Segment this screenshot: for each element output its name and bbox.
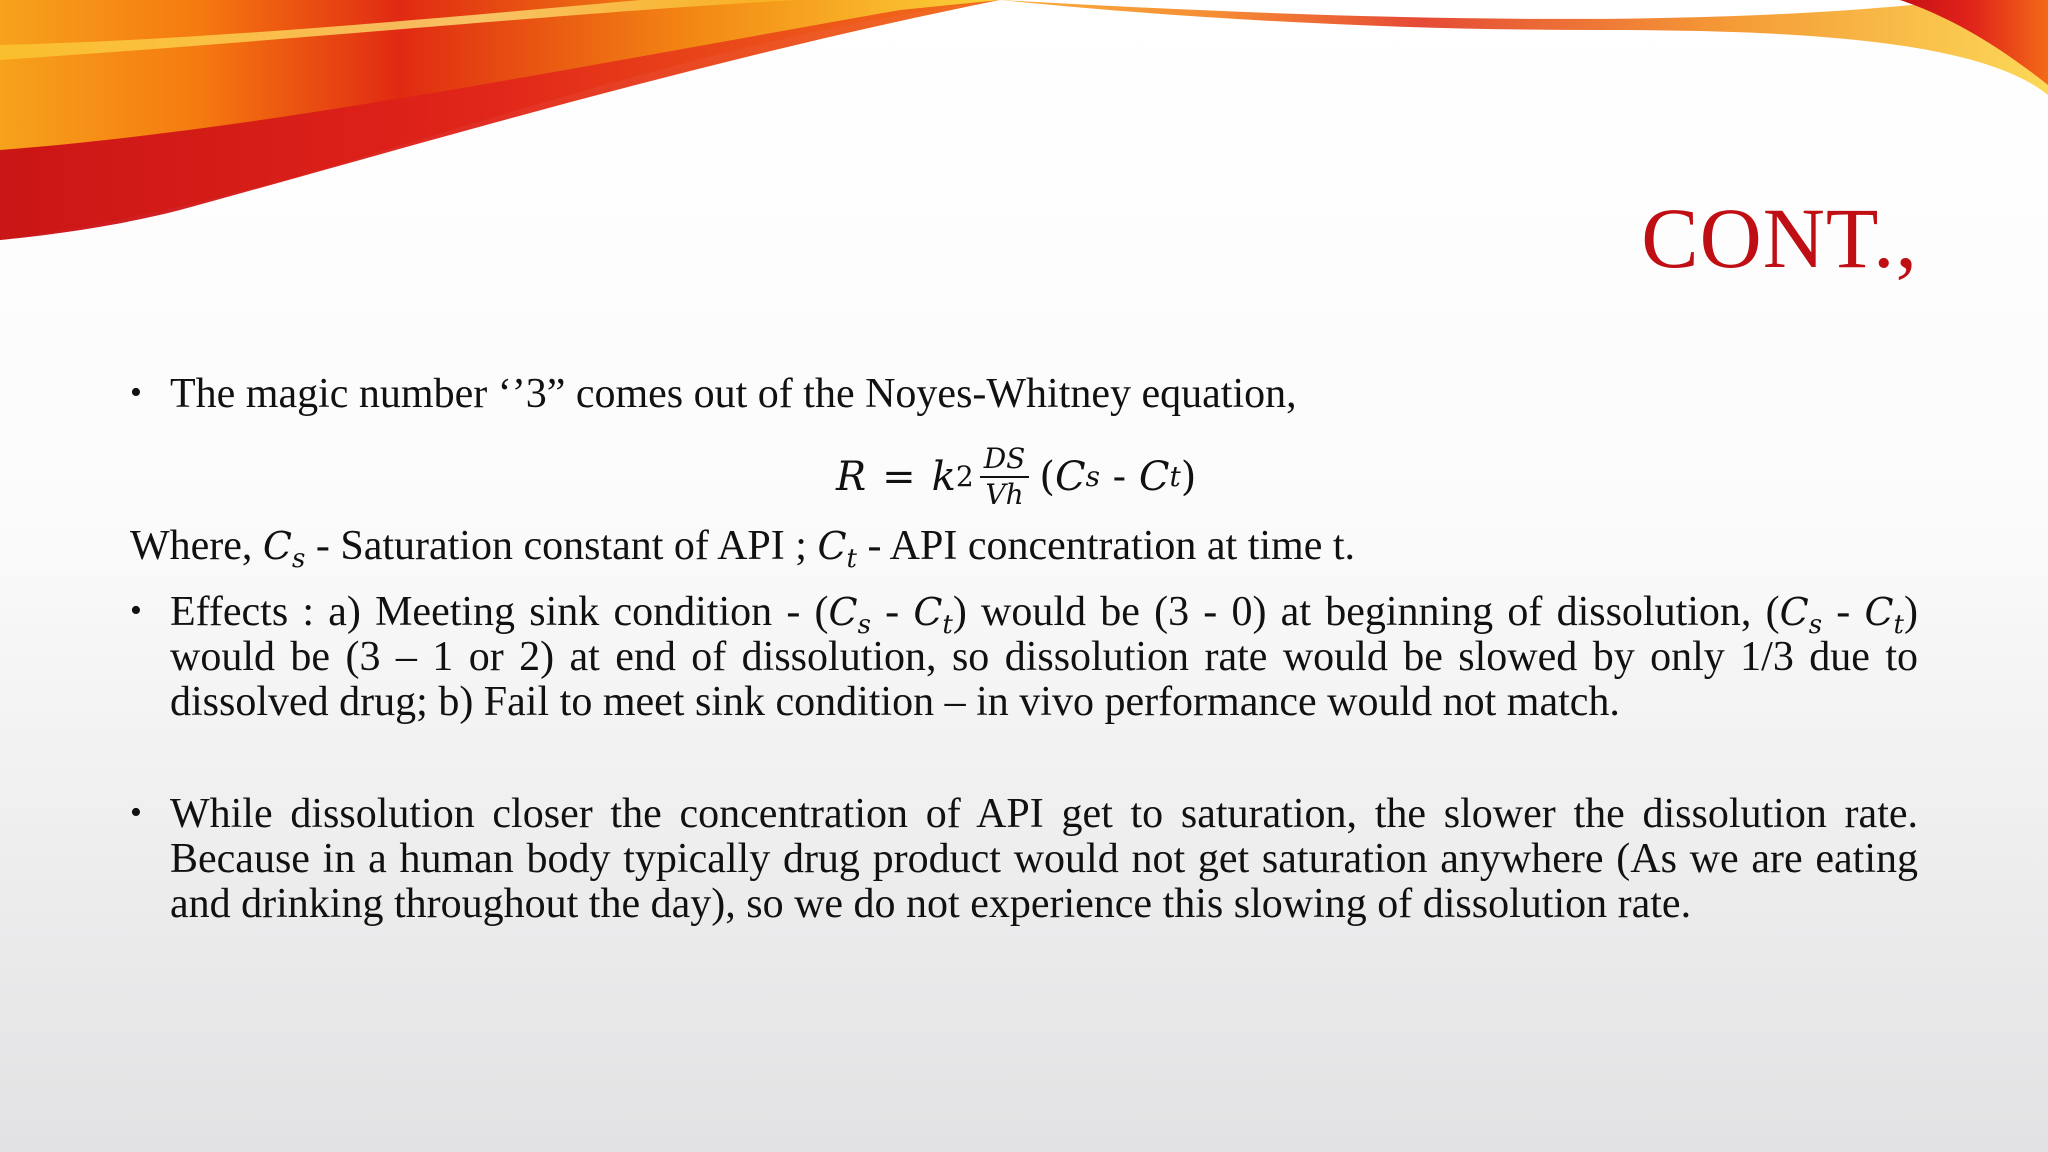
- bullet-marker: •: [130, 592, 142, 629]
- slide-title: CONT.,: [1641, 190, 1918, 286]
- where-definition: Where, $C_s$ - Saturation constant of API ; $C_t$ - API concentration at time t.: [130, 523, 1356, 574]
- bullet-text-2: Effects : a) Meeting sink condition - $(C_s - C_t)$ would be (3 - 0) at beginning of dissolution, $(C_s - C_t)$ would be (3 – 1 or 2) at end of dissolution, so dissolution rate would be slowed by only 1/3 due to dissolved drug; b) Fail to meet sink condition – in vivo performance would not match.: [170, 589, 1918, 725]
- bullet-marker: •: [130, 374, 142, 411]
- bullet-text-1: The magic number ‘’3” comes out of the Noyes-Whitney equation,: [170, 371, 1297, 417]
- noyes-whitney-equation: R = k 2 $\frac{DS}{Vh}$ ( C s - C t ): [836, 442, 1197, 511]
- bullet-marker: •: [130, 794, 142, 831]
- equation-fraction: $\frac{DS}{Vh}$: [980, 444, 1030, 510]
- bullet-text-3: While dissolution closer the concentration of API get to saturation, the slower the dissolution rate. Because in a human body typically drug product would not get saturation anywhere (As we are eating and drinking throughout the day), so we do not experience this slowing of dissolution rate.: [170, 791, 1918, 927]
